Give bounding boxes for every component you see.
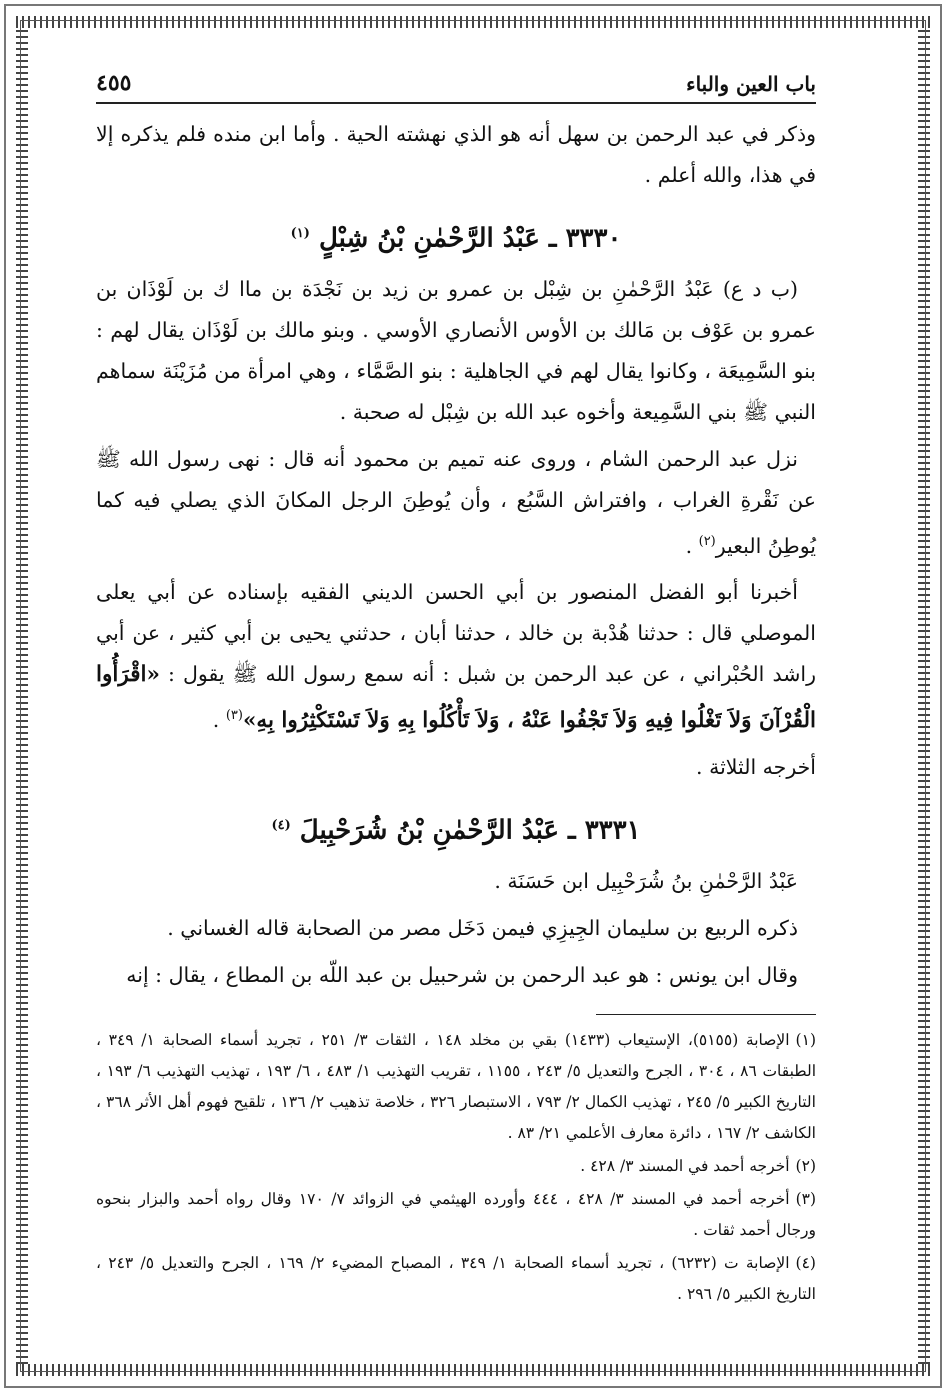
footnote-divider bbox=[596, 1014, 816, 1015]
footnote-text: الإصابة ت (٦٢٣٢) ، تجريد أسماء الصحابة ١/ ٣٤٩ ، المصباح المضيء ٢/ ١٦٩ ، الجرح والتعديل ٥/ ٢٤٣ ، التاريخ الكبير ٥/ ٢٩٦ . bbox=[96, 1253, 816, 1303]
footnote-number: (١) bbox=[795, 1030, 816, 1049]
paragraph-4-text: أخبرنا أبو الفضل المنصور بن أبي الحسن الديني الفقيه بإسناده عن أبي يعلى الموصلي قال : حدثنا هُدْبة بن خالد ، حدثنا أبان ، حدثني يحيى بن أبي كثير ، عن أبي راشد الحُبْراني ، عن عبد الرحمن بن شبل : أنه سمع رسول الله ﷺ يقول : bbox=[96, 580, 816, 687]
entry-heading-text: ٣٣٣٠ ـ عَبْدُ الرَّحْمٰنِ بْنُ شِبْلٍ bbox=[318, 223, 622, 254]
paragraph-6: عَبْدُ الرَّحْمٰنِ بنُ شُرَحْبِيل ابن حَسَنَة . bbox=[494, 868, 798, 893]
footnote-3 bbox=[96, 1184, 816, 1246]
footnote-number: (٤) bbox=[795, 1253, 816, 1272]
footnote-number: (٣) bbox=[795, 1189, 817, 1208]
paragraph-2: (ب د ع) عَبْدُ الرَّحْمٰنِ بن شِبْل بن عمرو بن زيد بن نَجْدَة بن ماا ك بن لَوْذَان بن عمرو بن عَوْف بن مَالك بن الأوس الأنصاري الأوسي . وبنو مالك بن لَوْذَان يقال لهم : بنو السَّمِيعَة ، وكانوا يقال لهم في الجاهلية : بنو الصَّمَّاء ، وهي امرأة من مُزَيْنَة سماهم النبي ﷺ بني السَّمِيعة وأخوه عبد الله بن شِبْل له صحبة . bbox=[96, 276, 816, 424]
footnote-text: أخرجه أحمد في المسند ٣/ ٤٢٨ ، ٤٤٤ وأورده الهيثمي في الزوائد ٧/ ١٧٠ وقال رواه أحمد والبزار بنحوه ورجال أحمد ثقات . bbox=[96, 1189, 816, 1239]
entry-heading-text: ٣٣٣١ ـ عَبْدُ الرَّحْمٰنِ بْنُ شُرَحْبِيلَ bbox=[299, 815, 641, 846]
footnote-text: الإصابة (٥١٥٥)، الإستيعاب (١٤٣٣) بقي بن مخلد ١٤٨ ، الثقات ٣/ ٢٥١ ، تجريد أسماء الصحابة ١/ ٣٤٩ ، الطبقات ٨٦ ، ٣٠٤ ، الجرح والتعديل ٥/ ٢٤٣ ، ١١٥٥ ، تقريب التهذيب ١/ ٤٨٣ ، ٦/ ١٩٣ ، تهذيب التهذيب ٦/ ١٩٣ ، التاريخ الكبير ٥/ ٢٤٥ ، تهذيب الكمال ٢/ ٧٩٣ ، الاستبصار ٣٢٦ ، خلاصة تذهيب ٢/ ١٣٦ ، تلقيح فهوم أهل الأثر ٣٦٨ ، الكاشف ٢/ ١٦٧ ، دائرة معارف الأعلمي ٢١/ ٨٣ . bbox=[96, 1030, 817, 1142]
footnote-1 bbox=[96, 1025, 816, 1149]
footnote-ref: (١) bbox=[290, 226, 310, 241]
hadith-text: «اقْرَأُوا الْقُرْآنَ وَلاَ تَغْلُوا فِيهِ وَلاَ تَجْفُوا عَنْهُ ، وَلاَ تَأْكُلُوا بِهِ وَلاَ تَسْتَكْثِرُوا بِهِ» bbox=[96, 662, 816, 734]
paragraph-4-end: . bbox=[212, 708, 226, 733]
footnote-2 bbox=[96, 1151, 816, 1182]
book-page bbox=[96, 70, 816, 1312]
footnote-4 bbox=[96, 1248, 816, 1310]
footnotes bbox=[96, 1025, 816, 1310]
entry-heading-3331 bbox=[96, 806, 816, 851]
paragraph-3-text: نزل عبد الرحمن الشام ، وروى عنه تميم بن محمود أنه قال : نهى رسول الله ﷺ عن نَقْرةِ الغراب ، وافتراش السَّبُع ، وأن يُوطِنَ الرجل المكانَ الذي يصلي فيه كما يُوطِنُ البعير bbox=[96, 446, 816, 558]
footnote-number: (٢) bbox=[795, 1156, 816, 1175]
running-header bbox=[96, 70, 816, 104]
paragraph-3 bbox=[96, 439, 816, 567]
footnote-ref: (٢) bbox=[698, 533, 716, 549]
page-number: ٤٥٥ bbox=[96, 70, 132, 96]
paragraph-3-end: . bbox=[685, 533, 699, 558]
paragraph-4 bbox=[96, 572, 816, 741]
footnote-ref: (٤) bbox=[271, 818, 291, 834]
paragraph-5: أخرجه الثلاثة . bbox=[696, 755, 816, 780]
paragraph-7: ذكره الربيع بن سليمان الجِيزِي فيمن دَخَل مصر من الصحابة قاله الغساني . bbox=[167, 915, 798, 940]
chapter-title: باب العين والباء bbox=[686, 72, 816, 96]
paragraph-8: وقال ابن يونس : هو عبد الرحمن بن شرحبيل بن عبد اللّه بن المطاع ، يقال : إنه bbox=[126, 962, 798, 987]
footnote-text: أخرجه أحمد في المسند ٣/ ٤٢٨ . bbox=[580, 1156, 790, 1175]
footnote-ref: (٣) bbox=[225, 708, 243, 724]
entry-heading-3330 bbox=[96, 214, 816, 259]
paragraph-1: وذكر في عبد الرحمن بن سهل أنه هو الذي نهشته الحية . وأما ابن منده فلم يذكره إلا في هذا، والله أعلم . bbox=[96, 122, 816, 187]
